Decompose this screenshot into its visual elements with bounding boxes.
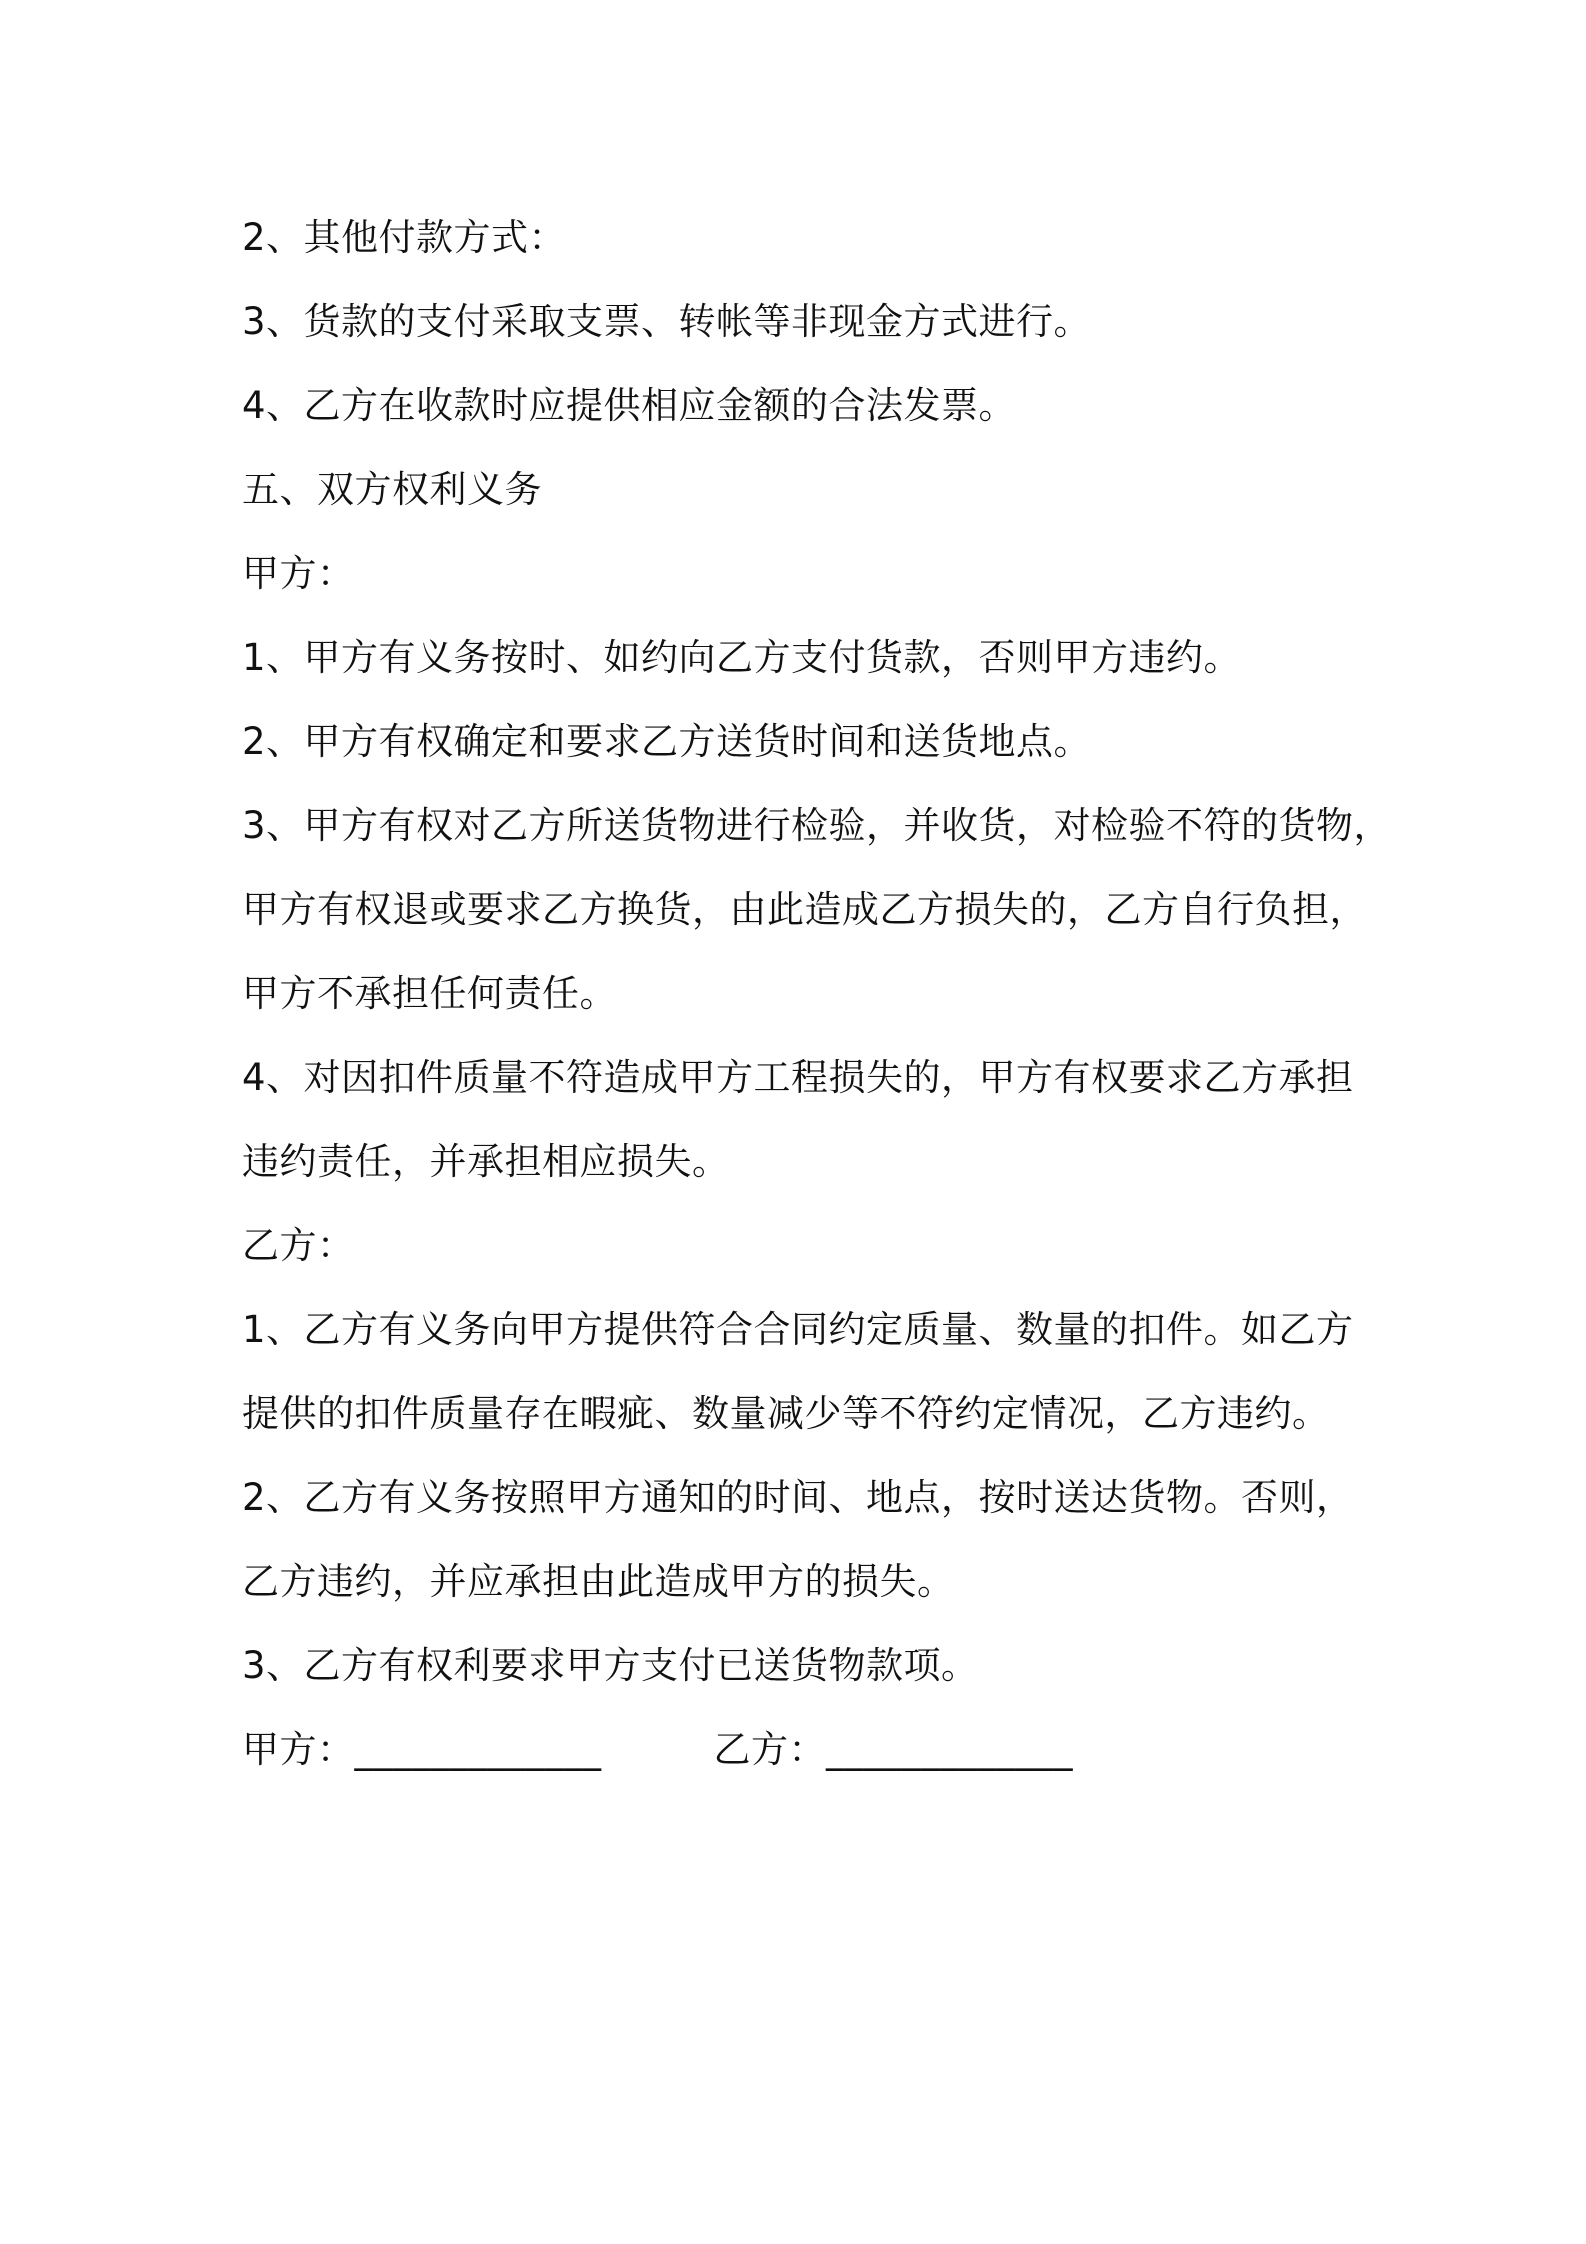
payment-item-2: 2、其他付款方式： [242, 216, 567, 259]
party-b-item-1-line-2: 提供的扣件质量存在暇疵、数量减少等不符约定情况，乙方违约。 [242, 1392, 1330, 1435]
party-b-signature [714, 1708, 1074, 1792]
party-a-item-4-line-1: 4、对因扣件质量不符造成甲方工程损失的，甲方有权要求乙方承担 [242, 1056, 1354, 1099]
party-b-item-2-line-1: 2、乙方有义务按照甲方通知的时间、地点，按时送达货物。否则， [242, 1476, 1354, 1519]
party-a-item-2: 2、甲方有权确定和要求乙方送货时间和送货地点。 [242, 720, 1092, 763]
party-b-item-3: 3、乙方有权利要求甲方支付已送货物款项。 [242, 1644, 979, 1687]
party-a-item-3-line-3: 甲方不承担任何责任。 [242, 972, 617, 1015]
party-a-signature-blank: _____________ [354, 1728, 602, 1771]
party-a-signature [242, 1708, 602, 1792]
party-a-signature-label: 甲方： [242, 1728, 355, 1771]
party-b-item-1-line-1: 1、乙方有义务向甲方提供符合合同约定质量、数量的扣件。如乙方 [242, 1308, 1354, 1351]
party-a-heading: 甲方： [242, 552, 355, 595]
party-b-signature-blank: _____________ [826, 1728, 1073, 1771]
party-b-signature-label: 乙方： [713, 1728, 826, 1771]
party-a-item-1: 1、甲方有义务按时、如约向乙方支付货款，否则甲方违约。 [242, 636, 1242, 679]
section-heading-rights: 五、双方权利义务 [242, 468, 542, 511]
payment-item-3: 3、货款的支付采取支票、转帐等非现金方式进行。 [242, 300, 1092, 343]
party-a-item-3-line-2: 甲方有权退或要求乙方换货，由此造成乙方损失的，乙方自行负担， [242, 888, 1367, 931]
payment-item-4: 4、乙方在收款时应提供相应金额的合法发票。 [242, 384, 1017, 427]
signature-row [242, 1708, 1372, 1792]
document-body [242, 196, 1392, 1792]
party-b-heading: 乙方： [242, 1224, 355, 1267]
party-a-item-4-line-2: 违约责任，并承担相应损失。 [242, 1140, 730, 1183]
party-b-item-2-line-2: 乙方违约，并应承担由此造成甲方的损失。 [242, 1560, 955, 1603]
party-a-item-3-line-1: 3、甲方有权对乙方所送货物进行检验，并收货，对检验不符的货物， [242, 804, 1392, 847]
